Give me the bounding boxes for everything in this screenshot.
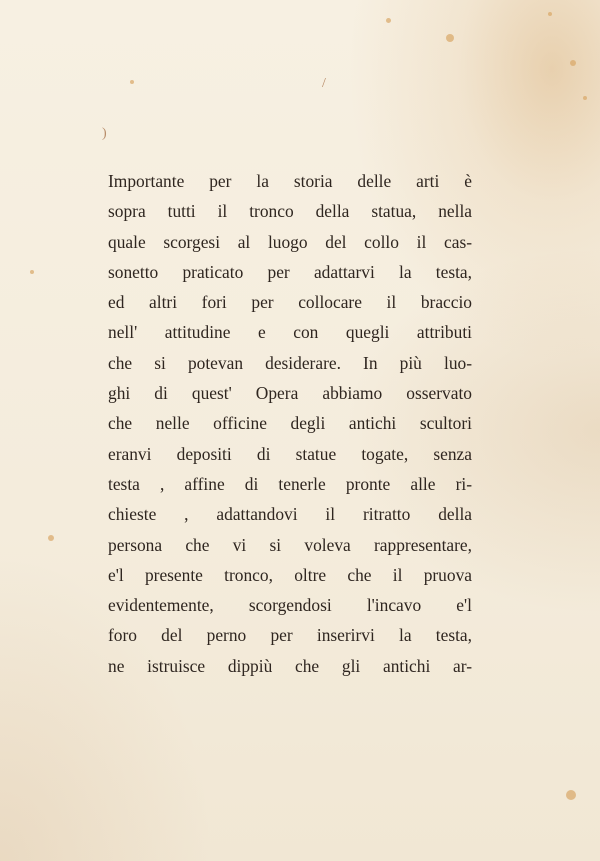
foxing-spot <box>583 96 587 100</box>
foxing-spot <box>30 270 34 274</box>
foxing-spot <box>48 535 54 541</box>
stray-mark: / <box>322 76 326 91</box>
text-line: nell' attitudine e con quegli attributi <box>108 322 472 343</box>
text-line: e'l presente tronco, oltre che il pruova <box>108 564 472 585</box>
text-line: ghi di quest' Opera abbiamo osservato <box>108 383 472 404</box>
text-line: quale scorgesi al luogo del collo il cas- <box>108 231 472 252</box>
text-line: che si potevan desiderare. In più luo- <box>108 352 472 373</box>
foxing-spot <box>548 12 552 16</box>
foxing-spot <box>570 60 576 66</box>
text-line: ed altri fori per collocare il braccio <box>108 292 472 313</box>
text-line: persona che vi si voleva rappresentare, <box>108 534 472 555</box>
foxing-spot <box>446 34 454 42</box>
text-line: testa , affine di tenerle pronte alle ri- <box>108 473 472 494</box>
text-line: evidentemente, scorgendosi l'incavo e'l <box>108 595 472 616</box>
text-line: sopra tutti il tronco della statua, nella <box>108 201 472 222</box>
foxing-spot <box>386 18 391 23</box>
body-text <box>108 166 472 681</box>
text-line: ne istruisce dippiù che gli antichi ar- <box>108 655 472 676</box>
text-line: Importante per la storia delle arti è <box>108 171 472 191</box>
text-line: che nelle officine degli antichi scultori <box>108 413 472 434</box>
stray-mark: ) <box>102 126 107 141</box>
foxing-spot <box>566 790 576 800</box>
foxing-spot <box>130 80 134 84</box>
text-line: eranvi depositi di statue togate, senza <box>108 443 472 464</box>
text-line: chieste , adattandovi il ritratto della <box>108 504 472 525</box>
text-line: foro del perno per inserirvi la testa, <box>108 625 472 646</box>
text-line: sonetto praticato per adattarvi la testa, <box>108 261 472 282</box>
